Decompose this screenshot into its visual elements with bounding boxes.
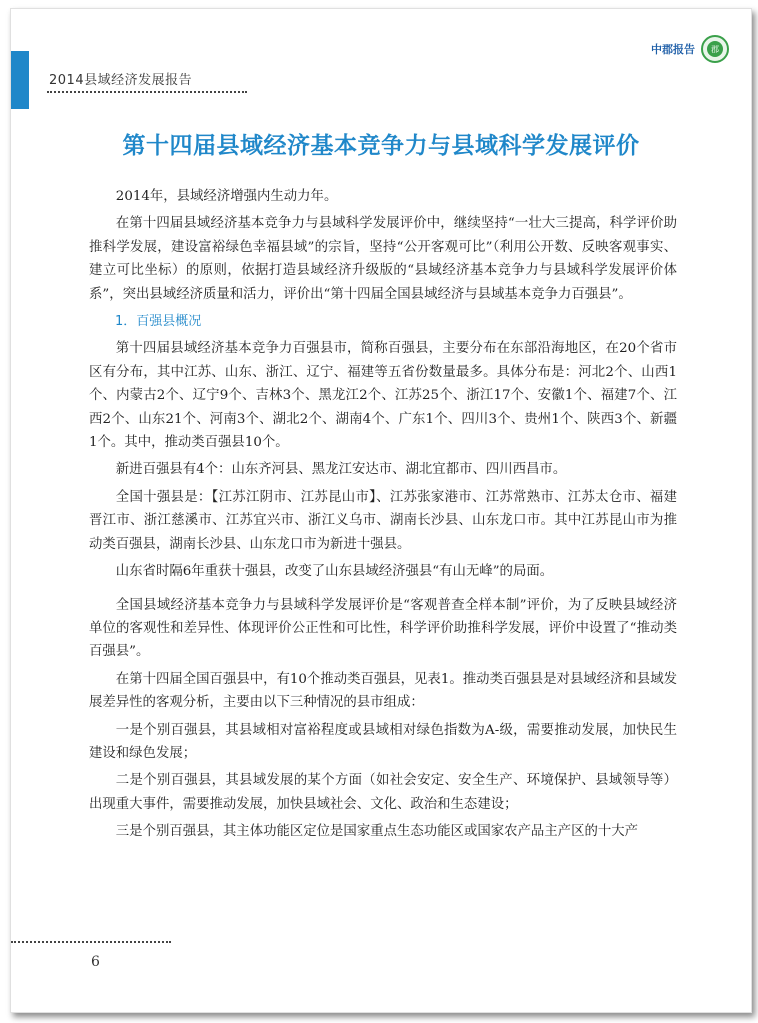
paragraph: 2014年，县域经济增强内生动力年。 — [115, 189, 338, 204]
paragraph: 二是个别百强县，其县域发展的某个方面（如社会安定、安全生产、环境保护、县域领导等）出现重大事件，需要推动发展，加快县域社会、文化、政治和生态建设； — [89, 773, 677, 812]
footer-divider — [11, 941, 171, 943]
brand-text: 中郡报告 — [651, 43, 695, 56]
section-heading: 1．百强县概况 — [115, 314, 202, 330]
brand-logo-icon — [701, 35, 729, 63]
article-body — [89, 185, 677, 848]
report-title: 2014县域经济发展报告 — [49, 73, 193, 88]
header-side-tab — [11, 51, 29, 109]
paragraph: 一是个别百强县，其县域相对富裕程度或县域相对绿色指数为A-级，需要推动发展，加快民生建设和绿色发展； — [89, 722, 677, 761]
paragraph: 全国县域经济基本竞争力与县域科学发展评价是“客观普查全样本制”评价，为了反映县域经济单位的客观性和差异性、体现评价公正性和可比性，科学评价助推科学发展，评价中设置了“推动类百强县”。 — [89, 597, 677, 660]
brand — [651, 35, 729, 63]
header-divider — [47, 91, 247, 93]
paragraph: 在第十四届县域经济基本竞争力与县域科学发展评价中，继续坚持“一壮大三提高，科学评价助推科学发展，建设富裕绿色幸福县域”的宗旨，坚持“公开客观可比”（利用公开数、反映客观事实、建立可比坐标）的原则，依据打造县域经济升级版的“县域经济基本竞争力与县域科学发展评价体系”，突出县域经济质量和活力，评价出“第十四届全国县域经济与县域基本竞争力百强县”。 — [89, 216, 677, 302]
paragraph: 全国十强县是：【江苏江阴市、江苏昆山市】、江苏张家港市、江苏常熟市、江苏太仓市、福建晋江市、浙江慈溪市、江苏宜兴市、浙江义乌市、湖南长沙县、山东龙口市。其中江苏昆山市为推动类百强县，湖南长沙县、山东龙口市为新进十强县。 — [89, 489, 677, 552]
brand-logo-text: 郡 — [707, 41, 723, 57]
paragraph: 在第十四届全国百强县中，有10个推动类百强县，见表1。推动类百强县是对县域经济和县域发展差异性的客观分析，主要由以下三种情况的县市组成： — [89, 671, 677, 711]
paragraph: 新进百强县有4个：山东齐河县、黑龙江安达市、湖北宜都市、四川西昌市。 — [115, 462, 567, 478]
page-title: 第十四届县域经济基本竞争力与县域科学发展评价 — [122, 133, 640, 159]
paragraph: 第十四届县域经济基本竞争力百强县市，简称百强县，主要分布在东部沿海地区，在20个省市区有分布，其中江苏、山东、浙江、辽宁、福建等五省份数量最多。具体分布是：河北2个、山西1个、内蒙古2个、辽宁9个、吉林3个、黑龙江2个、江苏25个、浙江17个、安徽1个、福建7个、江西2个、山东21个、河南3个、湖北2个、湖南4个、广东1个、四川3个、贵州1个、陕西3个、新疆1个。其中，推动类百强县10个。 — [89, 341, 677, 451]
paragraph: 山东省时隔6年重获十强县，改变了山东县域经济强县“有山无峰”的局面。 — [115, 564, 554, 580]
page-number: 6 — [91, 954, 100, 970]
paragraph: 三是个别百强县，其主体功能区定位是国家重点生态功能区或国家农产品主产区的十大产 — [115, 824, 639, 840]
document-page — [10, 8, 752, 1013]
